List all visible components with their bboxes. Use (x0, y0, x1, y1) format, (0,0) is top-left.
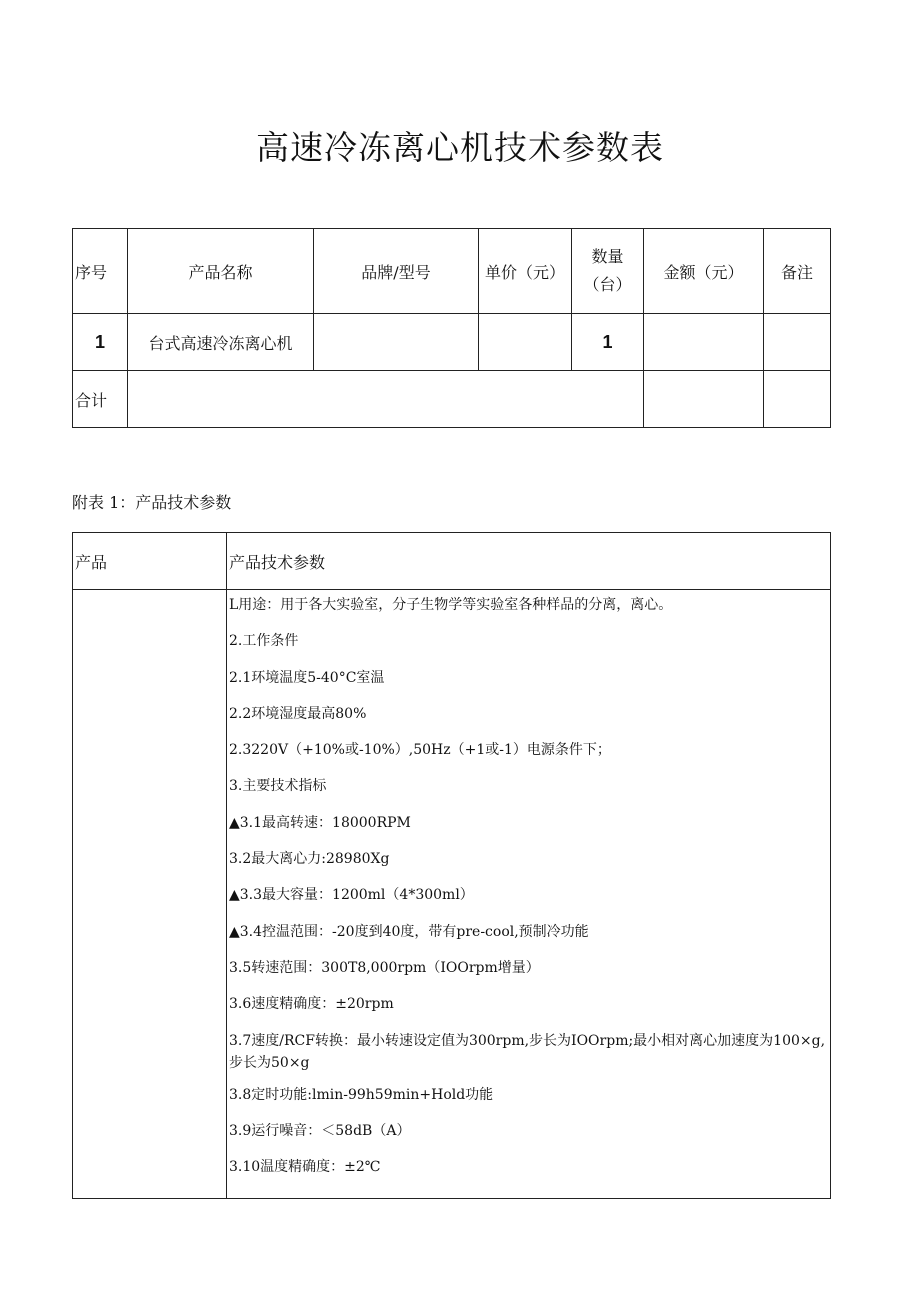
spec-table-header-row (73, 533, 831, 590)
list-item: ▲3.3最大容量：1200ml（4*300ml） (229, 887, 474, 904)
list-item: 3.6速度精确度：±20rpm (229, 996, 394, 1013)
total-remarks (764, 371, 831, 428)
row-quantity: 1 (572, 314, 644, 371)
spec-table (72, 532, 831, 1199)
list-item: 3.10温度精确度：±2℃ (229, 1159, 381, 1176)
spec-param-list (227, 590, 830, 1198)
row-brand-model (314, 314, 479, 371)
total-amount (644, 371, 764, 428)
table-row (73, 314, 831, 371)
row-amount (644, 314, 764, 371)
list-item: 3.8定时功能:lmin-99h59min+Hold功能 (229, 1086, 494, 1103)
list-item: 3.9运行噪音：＜58dB（A） (229, 1122, 411, 1139)
row-remarks (764, 314, 831, 371)
header-product: 产品 (73, 533, 227, 590)
total-label: 合计 (73, 371, 128, 428)
page-title: 高速冷冻离心机技术参数表 (256, 128, 664, 167)
order-table-header-row (73, 229, 831, 314)
list-item: ▲3.1最高转速：18000RPM (229, 814, 411, 831)
appendix-caption: 附表 1：产品技术参数 (72, 493, 232, 512)
header-product-name: 产品名称 (128, 229, 314, 314)
spec-params-cell (227, 590, 831, 1199)
list-item: 3.7速度/RCF转换：最小转速设定值为300rpm,步长为IOOrpm;最小相对离心加速度为100×g,步长为50×g (229, 1032, 826, 1071)
header-amount: 金额（元） (644, 229, 764, 314)
total-merged-cell (128, 371, 644, 428)
list-item: 2.1环境温度5-40°C室温 (229, 669, 385, 686)
order-table (72, 228, 831, 428)
list-item: 3.主要技术指标 (229, 778, 327, 795)
list-item: L用途：用于各大实验室，分子生物学等实验室各种样品的分离，离心。 (229, 597, 673, 613)
list-item: 3.2最大离心力:28980Xg (229, 851, 390, 868)
header-quantity-line2: （台） (583, 275, 632, 294)
row-unit-price (479, 314, 572, 371)
spec-product-cell (73, 590, 227, 1199)
spec-body-row (73, 590, 831, 1199)
header-seq: 序号 (73, 229, 128, 314)
list-item: 2.工作条件 (229, 633, 299, 650)
header-quantity-line1: 数量 (591, 247, 624, 266)
row-seq: 1 (73, 314, 128, 371)
list-item: ▲3.4控温范围：-20度到40度，带有pre-cool,预制冷功能 (229, 923, 589, 940)
list-item: 3.5转速范围：300T8,000rpm（IOOrpm增量） (229, 959, 540, 976)
row-product-name: 台式高速冷冻离心机 (128, 314, 314, 371)
header-params: 产品技术参数 (227, 533, 831, 590)
header-brand-model: 品牌/型号 (314, 229, 479, 314)
header-unit-price: 单价（元） (479, 229, 572, 314)
list-item: 2.3220V（+10%或-10%）,50Hz（+1或-1）电源条件下； (229, 742, 611, 759)
total-row (73, 371, 831, 428)
header-quantity (572, 229, 644, 314)
list-item: 2.2环境湿度最高80% (229, 705, 367, 722)
header-remarks: 备注 (764, 229, 831, 314)
